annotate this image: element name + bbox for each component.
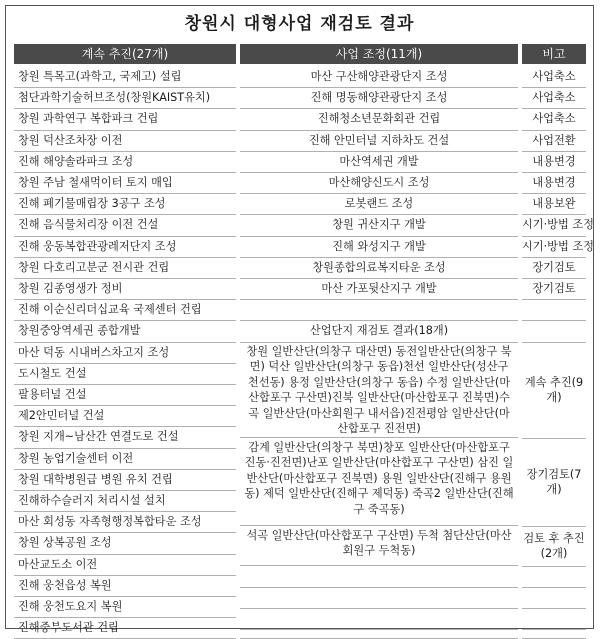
adjust-item: 진해 와성지구 개발 xyxy=(240,236,518,258)
adjust-item: 마산해양신도시 조성 xyxy=(240,172,518,194)
blank-cell xyxy=(240,629,518,639)
blank-cell xyxy=(522,608,586,630)
continue-item: 창원 특목고(과학고, 국제고) 설립 xyxy=(14,66,236,88)
continue-item: 진해 음식물처리장 이전 건설 xyxy=(14,214,236,236)
continue-item: 창원 농업기술센터 이전 xyxy=(14,448,236,470)
adjust-note: 내용변경 xyxy=(522,172,586,194)
adjust-item: 진해청소년문화회관 건립 xyxy=(240,108,518,130)
adjust-note: 장기검토 xyxy=(522,278,586,300)
industrial-group-note: 계속 추진(9개) xyxy=(522,342,586,439)
industrial-group: 감계 일반산단(의창구 북면)창포 일반산단(마산합포구 진동·진전면)난포 일반산단(마산합포구 구산면) 삼진 일반산단(마산합포구 진북면) 용원 일반산단(진해구 용원동) 제덕 일반산단(진해구 제덕동) 죽곡2 일반산단(진해구 죽곡동) xyxy=(240,438,518,526)
industrial-header: 산업단지 재검토 결과(18개) xyxy=(240,320,518,342)
table-frame xyxy=(5,5,594,635)
blank-cell xyxy=(522,587,586,609)
adjust-note: 시기·방법 조정 xyxy=(522,236,586,258)
adjust-item: 마산 구산해양관광단지 조성 xyxy=(240,66,518,88)
adjust-note: 사업전환 xyxy=(522,130,586,152)
industrial-group-note: 검토 후 추진(2개) xyxy=(522,526,586,567)
industrial-group: 석곡 일반산단(마산합포구 구산면) 두척 첨단산단(마산회원구 두척동) xyxy=(240,526,518,566)
continue-item: 창원중앙역세권 종합개발 xyxy=(14,320,236,342)
industrial-group: 창원 일반산단(의창구 대산면) 동전일반산단(의창구 북면) 덕산 일반산단(의창구 동읍)천선 일반산단(성산구 천선동) 용정 일반산단(의창구 동읍) 수정 일반산단(마산합포구 구산면)진북 일반산단(마산합포구 진북면)수곡 일반산단(마산회원구 내서읍)진전평암 일반산단(마산합포구 진전면) xyxy=(240,342,518,438)
adjust-note: 사업축소 xyxy=(522,66,586,88)
adjust-item: 창원 귀산지구 개발 xyxy=(240,214,518,236)
continue-item: 첨단과학기술허브조성(창원KAIST유치) xyxy=(14,87,236,109)
continue-item: 창원 덕산조차장 이전 xyxy=(14,130,236,152)
blank-cell xyxy=(240,566,518,588)
continue-item: 진해 웅동복합관광레저단지 조성 xyxy=(14,236,236,258)
continue-item: 진해중부도서관 건립 xyxy=(14,617,236,639)
continue-item: 진해 웅천도요지 복원 xyxy=(14,596,236,618)
adjust-item: 진해 명동해양관광단지 조성 xyxy=(240,87,518,109)
blank-cell xyxy=(240,608,518,630)
continue-item: 도시철도 건설 xyxy=(14,363,236,385)
continue-item: 진해 해양솔라파크 조성 xyxy=(14,151,236,173)
adjust-note: 사업축소 xyxy=(522,108,586,130)
continue-item: 창원 상복공원 조성 xyxy=(14,532,236,554)
continue-item: 창원 과학연구 복합파크 건립 xyxy=(14,108,236,130)
adjust-note: 장기검토 xyxy=(522,257,586,279)
continue-item: 진해 웅천읍성 복원 xyxy=(14,575,236,597)
adjust-note: 사업축소 xyxy=(522,87,586,109)
blank-cell xyxy=(522,299,586,321)
adjust-item: 로봇랜드 조성 xyxy=(240,193,518,215)
adjust-item: 창원종합의료복지타운 조성 xyxy=(240,257,518,279)
continue-header: 계속 추진(27개) xyxy=(14,44,236,64)
continue-item: 진해하수슬러지 처리시설 설치 xyxy=(14,490,236,512)
adjust-note: 시기·방법 조정 xyxy=(522,214,586,236)
adjust-note: 내용변경 xyxy=(522,151,586,173)
continue-item: 창원 주남 철새먹이터 토지 매입 xyxy=(14,172,236,194)
note-header: 비고 xyxy=(522,44,586,64)
blank-cell xyxy=(240,299,518,321)
industrial-group-note: 장기검토(7개) xyxy=(522,438,586,527)
results-table xyxy=(14,44,594,635)
blank-cell xyxy=(522,566,586,588)
adjust-note: 내용보완 xyxy=(522,193,586,215)
continue-item: 제2안민터널 건설 xyxy=(14,405,236,427)
continue-item: 진해 이순신리더십교육 국제센터 건립 xyxy=(14,299,236,321)
blank-cell xyxy=(240,587,518,609)
adjust-item: 마산 가포뒷산지구 개발 xyxy=(240,278,518,300)
page-title: 창원시 대형사업 재검토 결과 xyxy=(184,14,415,34)
continue-item: 진해 폐기물매립장 3공구 조성 xyxy=(14,193,236,215)
continue-item: 마산 회성동 자족형행정복합타운 조성 xyxy=(14,511,236,533)
continue-item: 창원 대학병원급 병원 유치 건립 xyxy=(14,469,236,491)
adjust-item: 진해 안민터널 지하차도 건설 xyxy=(240,130,518,152)
adjust-item: 마산역세권 개발 xyxy=(240,151,518,173)
continue-item: 마산교도소 이전 xyxy=(14,554,236,576)
continue-item: 창원 지개~남산간 연결도로 건설 xyxy=(14,426,236,448)
continue-item: 창원 다호리고분군 전시관 건립 xyxy=(14,257,236,279)
adjust-header: 사업 조정(11개) xyxy=(240,44,518,64)
blank-cell xyxy=(522,629,586,639)
continue-item: 마산 덕동 시내버스차고지 조성 xyxy=(14,342,236,364)
blank-cell xyxy=(522,320,586,342)
continue-item: 창원 김종영생가 정비 xyxy=(14,278,236,300)
continue-item: 팔용터널 건설 xyxy=(14,384,236,406)
